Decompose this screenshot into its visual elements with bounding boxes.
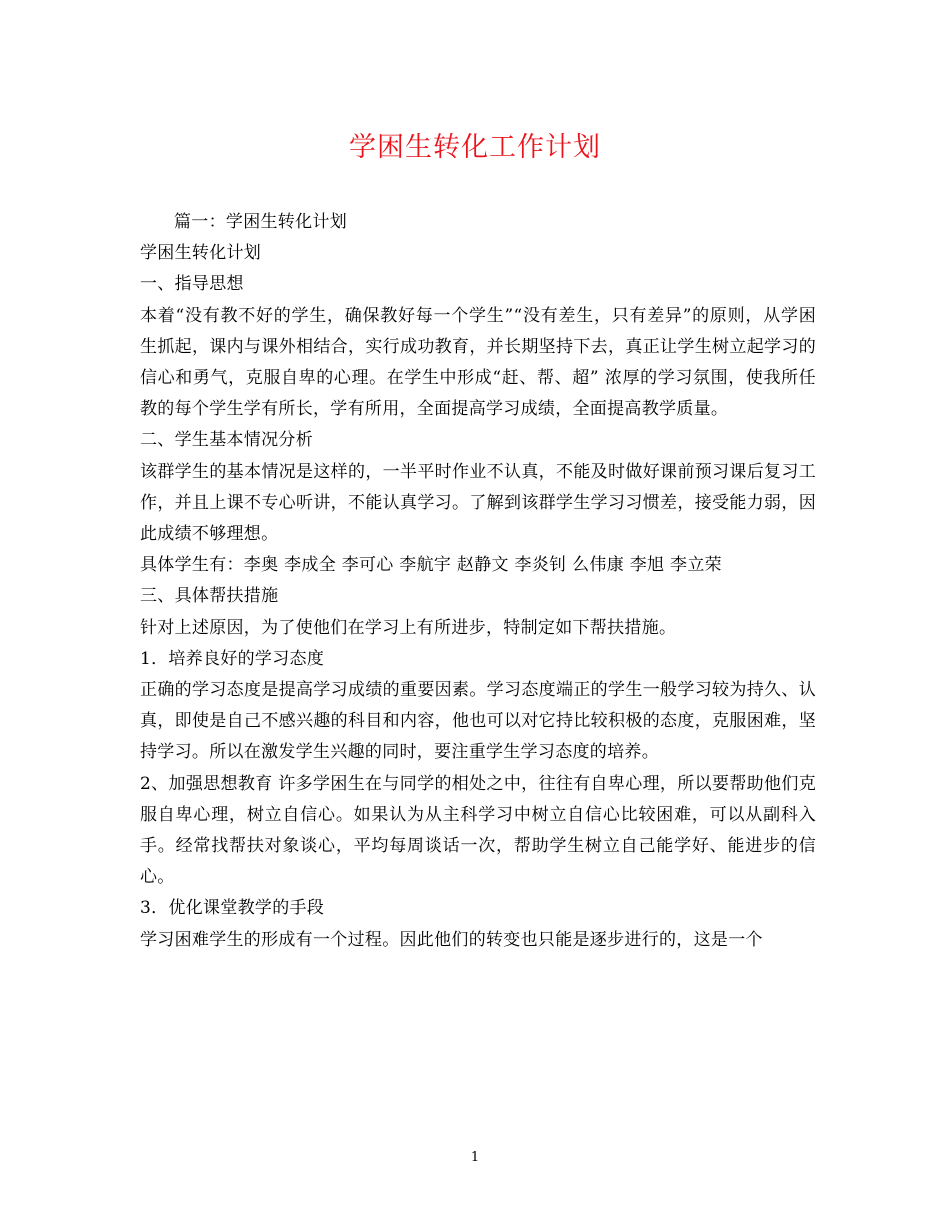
paragraph-student-analysis: 该群学生的基本情况是这样的，一半平时作业不认真，不能及时做好课前预习课后复习工作，并且上课不专心听讲，不能认真学习。了解到该群学生学习习惯差，接受能力弱，因此成绩不够理想。 — [140, 461, 816, 545]
paragraph-student-list: 具体学生有：李奥 李成全 李可心 李航宇 赵静文 李炎钊 么伟康 李旭 李立荣 — [140, 555, 722, 576]
paragraph-ideology: 2、加强思想教育 许多学困生在与同学的相处之中，往往有自卑心理，所以要帮助他们克服自卑心理，树立自信心。如果认为从主科学习中树立自信心比较困难，可以从副科入手。经常找帮扶对象谈心，平均每周谈话一次，帮助学生树立自己能学好、能进步的信心。 — [140, 773, 816, 888]
section-heading-student-analysis: 二、学生基本情况分析 — [140, 430, 313, 451]
subtitle: 学困生转化计划 — [140, 243, 262, 264]
subheading-attitude: 1．培养良好的学习态度 — [140, 648, 325, 669]
section-heading-measures: 三、具体帮扶措施 — [140, 586, 279, 607]
document-title: 学困生转化工作计划 — [349, 132, 601, 163]
paragraph-classroom: 学习困难学生的形成有一个过程。因此他们的转变也只能是逐步进行的，这是一个 — [140, 929, 763, 950]
section-heading-guiding-thought: 一、指导思想 — [140, 274, 244, 295]
page-number: 1 — [470, 1150, 480, 1165]
document-body — [140, 207, 816, 956]
subheading-classroom: 3．优化课堂教学的手段 — [140, 898, 325, 919]
paragraph-guiding-thought: 本着“没有教不好的学生，确保教好每一个学生”“没有差生，只有差异”的原则，从学困生抓起，课内与课外相结合，实行成功教育，并长期坚持下去，真正让学生树立起学习的信心和勇气，克服自卑的心理。在学生中形成“赶、帮、超” 浓厚的学习氛围，使我所任教的每个学生学有所长，学有所用，全面提高学习成绩，全面提高教学质量。 — [140, 305, 816, 420]
section-heading-part-one: 篇一：学困生转化计划 — [174, 212, 347, 232]
paragraph-measures-intro: 针对上述原因，为了使他们在学习上有所进步，特制定如下帮扶措施。 — [140, 617, 677, 638]
paragraph-attitude: 正确的学习态度是提高学习成绩的重要因素。学习态度端正的学生一般学习较为持久、认真，即使是自己不感兴趣的科目和内容，他也可以对它持比较积极的态度，克服困难，坚持学习。所以在激发学生兴趣的同时，要注重学生学习态度的培养。 — [140, 680, 816, 763]
